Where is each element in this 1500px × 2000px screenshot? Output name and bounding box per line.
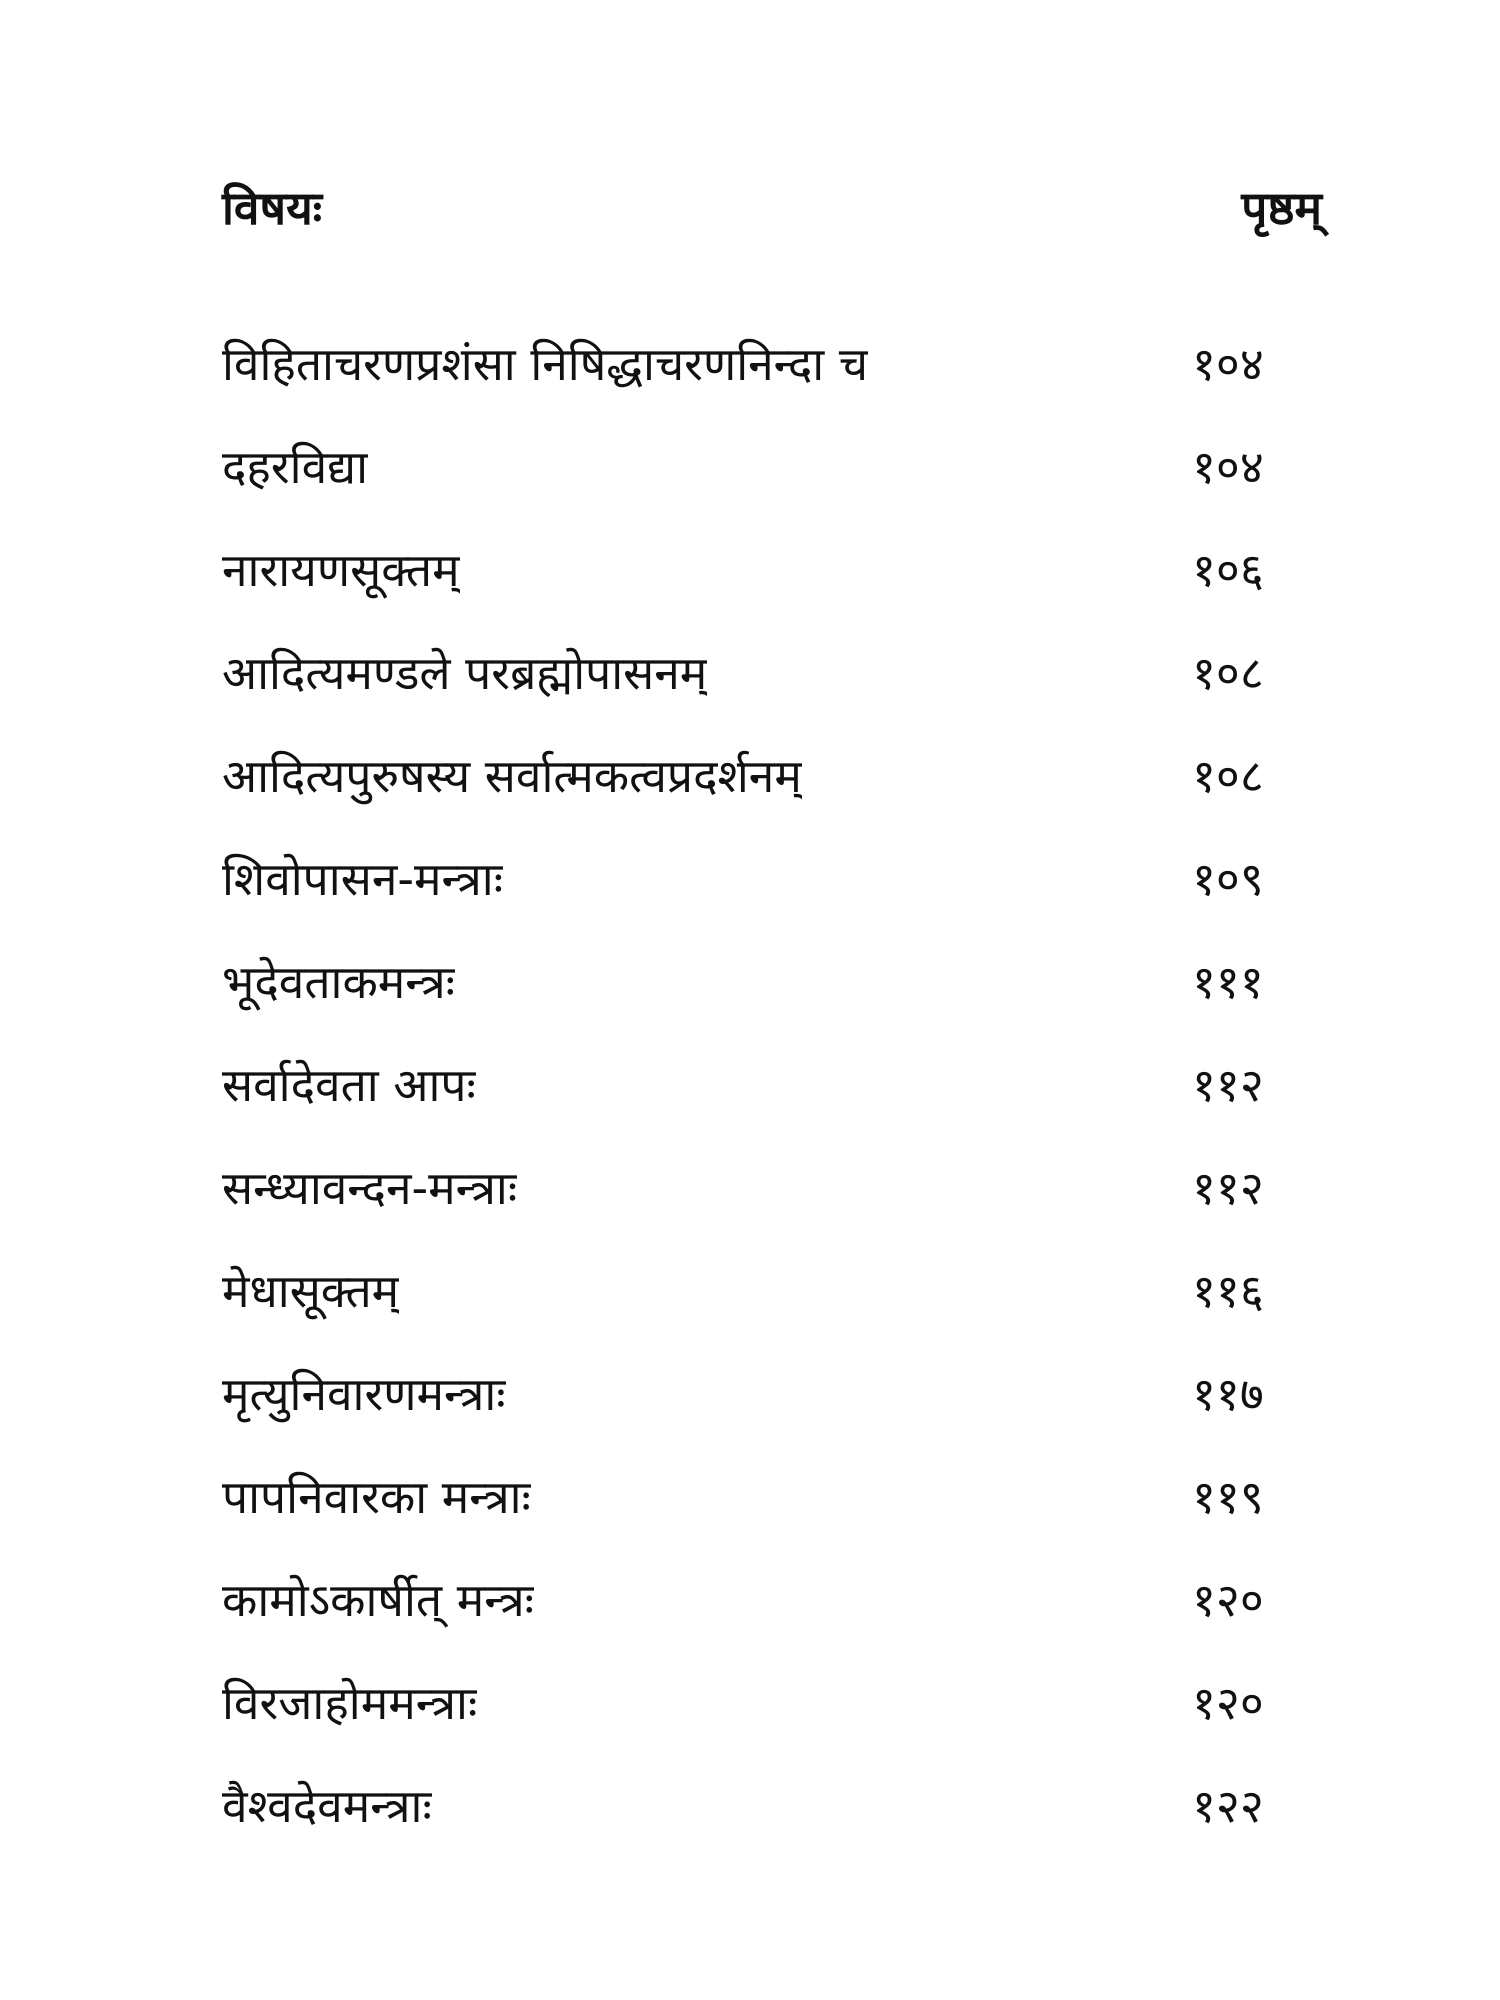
- toc-entry: [222, 1651, 1302, 1754]
- toc-entry-page: १०८: [1192, 645, 1264, 700]
- toc-entry: [222, 1136, 1302, 1239]
- toc-entry-page: १०९: [1192, 851, 1264, 906]
- toc-entry-title: शिवोपासन-मन्त्राः: [222, 851, 504, 906]
- toc-entry-page: १०४: [1192, 439, 1264, 494]
- toc-entry: [222, 1239, 1302, 1342]
- toc-entry-title: विहिताचरणप्रशंसा निषिद्धाचरणनिन्दा च: [222, 336, 869, 391]
- toc-entry-title: सन्ध्यावन्दन-मन्त्राः: [222, 1160, 518, 1215]
- toc-entry-page: १०६: [1192, 542, 1264, 597]
- toc-entry-title: कामोऽकार्षीत् मन्त्रः: [222, 1572, 534, 1627]
- subject-column-heading: विषयः: [222, 181, 323, 235]
- toc-entry-title: मेधासूक्तम्: [222, 1263, 400, 1318]
- toc-entry-page: ११२: [1192, 1160, 1264, 1215]
- toc-entry-page: ११६: [1192, 1263, 1264, 1318]
- toc-entry-title: विरजाहोममन्त्राः: [222, 1675, 478, 1730]
- toc-header: [222, 168, 1322, 248]
- toc-entry-page: १२०: [1192, 1572, 1264, 1627]
- toc-entry: [222, 1033, 1302, 1136]
- page-column-heading: पृष्ठम्: [1241, 181, 1322, 235]
- toc-entry: [222, 724, 1302, 827]
- toc-entry-page: १०४: [1192, 336, 1264, 391]
- toc-entry-page: ११७: [1192, 1366, 1264, 1421]
- toc-entry: [222, 1548, 1302, 1651]
- toc-entry-title: नारायणसूक्तम्: [222, 542, 460, 597]
- toc-entry: [222, 827, 1302, 930]
- toc-entry-page: ११९: [1192, 1469, 1264, 1524]
- toc-entry-title: आदित्यमण्डले परब्रह्मोपासनम्: [222, 645, 708, 700]
- toc-entry-title: आदित्यपुरुषस्य सर्वात्मकत्वप्रदर्शनम्: [222, 748, 802, 803]
- toc-entry: [222, 1342, 1302, 1445]
- toc-entry: [222, 930, 1302, 1033]
- toc-entry: [222, 312, 1302, 415]
- toc-entry-title: सर्वादेवता आपः: [222, 1057, 476, 1112]
- table-of-contents: [222, 312, 1302, 1857]
- toc-entry-page: १११: [1192, 954, 1264, 1009]
- toc-entry: [222, 621, 1302, 724]
- toc-entry-title: वैश्वदेवमन्त्राः: [222, 1778, 432, 1833]
- toc-entry-title: पापनिवारका मन्त्राः: [222, 1469, 531, 1524]
- toc-entry-page: १०८: [1192, 748, 1264, 803]
- toc-entry-page: १२२: [1192, 1778, 1264, 1833]
- toc-entry-page: ११२: [1192, 1057, 1264, 1112]
- toc-entry: [222, 1754, 1302, 1857]
- toc-entry-title: दहरविद्या: [222, 439, 369, 494]
- toc-entry: [222, 415, 1302, 518]
- toc-entry: [222, 518, 1302, 621]
- toc-entry: [222, 1445, 1302, 1548]
- toc-entry-title: मृत्युनिवारणमन्त्राः: [222, 1366, 506, 1421]
- toc-entry-page: १२०: [1192, 1675, 1264, 1730]
- toc-entry-title: भूदेवताकमन्त्रः: [222, 954, 455, 1009]
